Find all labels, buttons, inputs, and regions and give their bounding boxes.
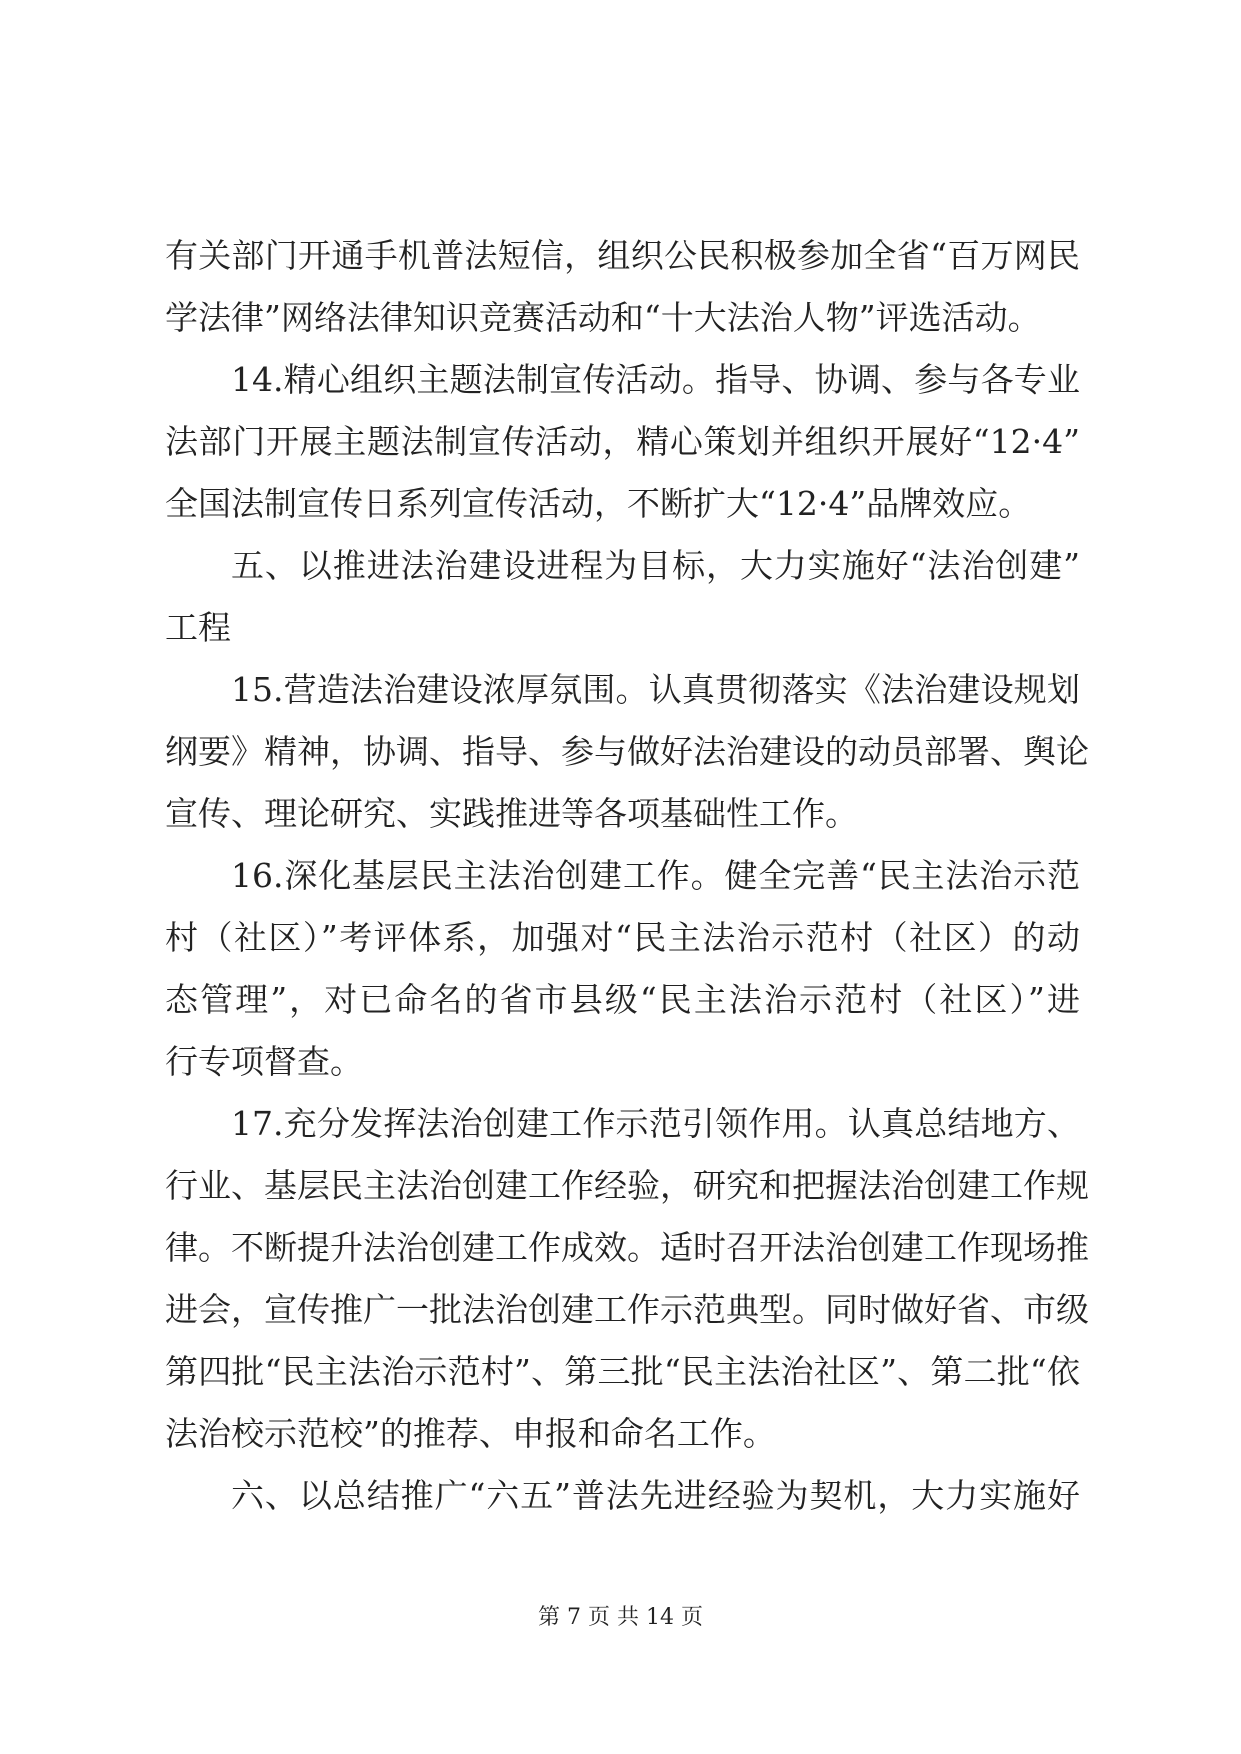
text-line: 六、以总结推广“六五”普法先进经验为契机，大力实施好 (231, 1476, 1080, 1515)
text-line: 16.深化基层民主法治创建工作。健全完善“民主法治示范 (231, 856, 1080, 895)
text-line: 有关部门开通手机普法短信，组织公民积极参加全省“百万网民 (165, 236, 1080, 275)
text-line: 律。不断提升法治创建工作成效。适时召开法治创建工作现场推 (165, 1228, 1089, 1267)
text-line: 行业、基层民主法治创建工作经验，研究和把握法治创建工作规 (165, 1166, 1089, 1205)
text-line: 纲要》精神，协调、指导、参与做好法治建设的动员部署、舆论 (165, 732, 1089, 771)
text-line: 态管理”，对已命名的省市县级“民主法治示范村（社区）”进 (165, 980, 1080, 1019)
section-heading (165, 1465, 1080, 1527)
text-line: 全国法制宣传日系列宣传活动，不断扩大“12·4”品牌效应。 (165, 484, 1032, 523)
text-line: 法部门开展主题法制宣传活动，精心策划并组织开展好“12·4” (165, 422, 1080, 461)
text-line: 工程 (165, 608, 231, 647)
paragraph (165, 1093, 1089, 1465)
text-line: 五、以推进法治建设进程为目标，大力实施好“法治创建” (231, 546, 1080, 585)
document-body (165, 225, 1089, 1527)
text-line: 法治校示范校”的推荐、申报和命名工作。 (165, 1414, 776, 1453)
paragraph (165, 659, 1089, 845)
text-line: 17.充分发挥法治创建工作示范引领作用。认真总结地方、 (231, 1104, 1080, 1143)
paragraph (165, 225, 1080, 349)
text-line: 村（社区）”考评体系，加强对“民主法治示范村（社区）的动 (165, 918, 1080, 957)
text-line: 进会，宣传推广一批法治创建工作示范典型。同时做好省、市级 (165, 1290, 1089, 1329)
text-line: 行专项督查。 (165, 1042, 363, 1081)
text-line: 学法律”网络法律知识竞赛活动和“十大法治人物”评选活动。 (165, 298, 1041, 337)
text-line: 宣传、理论研究、实践推进等各项基础性工作。 (165, 794, 858, 833)
text-line: 14.精心组织主题法制宣传活动。指导、协调、参与各专业 (231, 360, 1080, 399)
text-line: 15.营造法治建设浓厚氛围。认真贯彻落实《法治建设规划 (231, 670, 1080, 709)
page-footer: 第 7 页 共 14 页 (538, 1605, 703, 1630)
text-line: 第四批“民主法治示范村”、第三批“民主法治社区”、第二批“依 (165, 1352, 1080, 1391)
paragraph (165, 349, 1080, 535)
paragraph (165, 845, 1080, 1093)
section-heading (165, 535, 1080, 659)
